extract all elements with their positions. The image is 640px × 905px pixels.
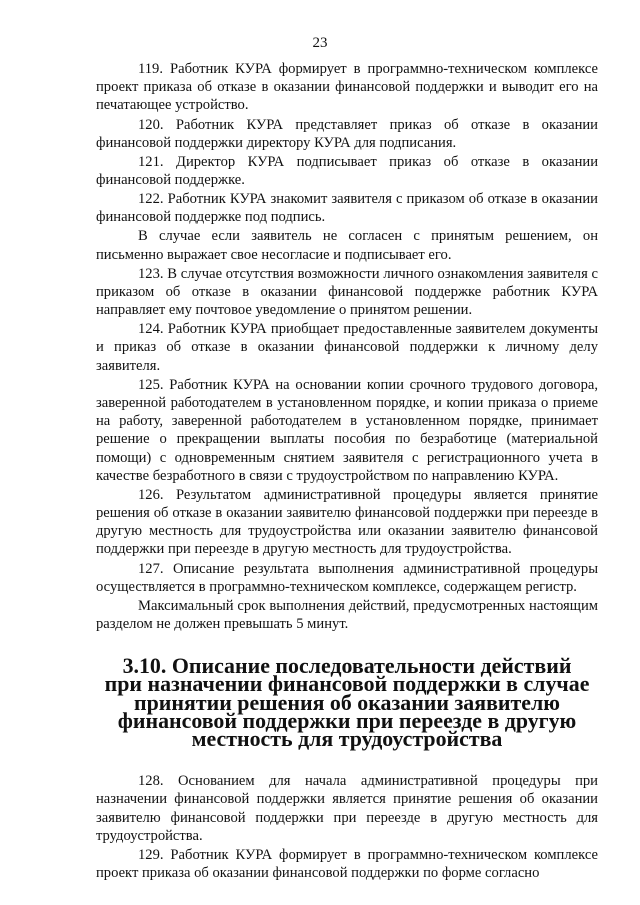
page-number: 23	[312, 35, 328, 51]
paragraph-119: 119. Работник КУРА формирует в программно-техническом комплексе проект приказа об отказе в оказании финансовой поддержки и выводит его на печатающее устройство.	[96, 61, 598, 114]
paragraph-129: 129. Работник КУРА формирует в программно-техническом комплексе проект приказа об оказании финансовой поддержки по форме согласно	[96, 846, 598, 882]
paragraph-128: 128. Основанием для начала административной процедуры при назначении финансовой поддержки является принятие решения об оказании заявителю финансовой поддержки при переезде в другую местность для трудоустройства.	[96, 773, 598, 844]
paragraph-125: 125. Работник КУРА на основании копии срочного трудового договора, заверенной работодателем в установленном порядке, и копии приказа о приеме на работу, заверенной работодателем в установленном порядке, принимает решение о прекращении выплаты пособия по безработице (материальной помощи) с одновременным снятием заявителя с регистрационного учета в качестве безработного в связи с трудоустройством по направлению КУРА.	[96, 376, 598, 484]
paragraph-122: 122. Работник КУРА знакомит заявителя с приказом об отказе в оказании финансовой поддержке под подпись.	[96, 191, 598, 226]
section-heading: 3.10. Описание последовательности действий при назначении финансовой поддержки в случае принятии решения об оказании заявителю финансовой поддержки при переезде в другую местность для трудоустройства	[104, 653, 590, 752]
paragraph-124: 124. Работник КУРА приобщает предоставленные заявителем документы и приказ об отказе в оказании финансовой поддержки к личному делу заявителя.	[96, 321, 598, 374]
paragraph-121: 121. Директор КУРА подписывает приказ об отказе в оказании финансовой поддержке.	[96, 153, 598, 188]
paragraph-126: 126. Результатом административной процедуры является принятие решения об отказе в оказании заявителю финансовой поддержки при переезде в другую местность для трудоустройства или оказании заявителю финансовой поддержки при переезде в другую местность для трудоустройства.	[96, 486, 598, 558]
paragraph-120: 120. Работник КУРА представляет приказ об отказе в оказании финансовой поддержки директору КУРА для подписания.	[96, 116, 598, 151]
paragraph-127: 127. Описание результата выполнения административной процедуры осуществляется в программно-техническом комплексе, содержащем регистр.	[96, 560, 598, 595]
document-body	[96, 60, 598, 883]
paragraph-max-time: Максимальный срок выполнения действий, предусмотренных настоящим разделом не должен превышать 5 минут.	[96, 597, 598, 632]
paragraph-123: 123. В случае отсутствия возможности личного ознакомления заявителя с приказом об отказе в оказании финансовой поддержке работник КУРА направляет ему почтовое уведомление о принятом решении.	[96, 265, 598, 319]
paragraph-disagreement: В случае если заявитель не согласен с принятым решением, он письменно выражает свое несогласие и подписывает его.	[96, 228, 598, 263]
